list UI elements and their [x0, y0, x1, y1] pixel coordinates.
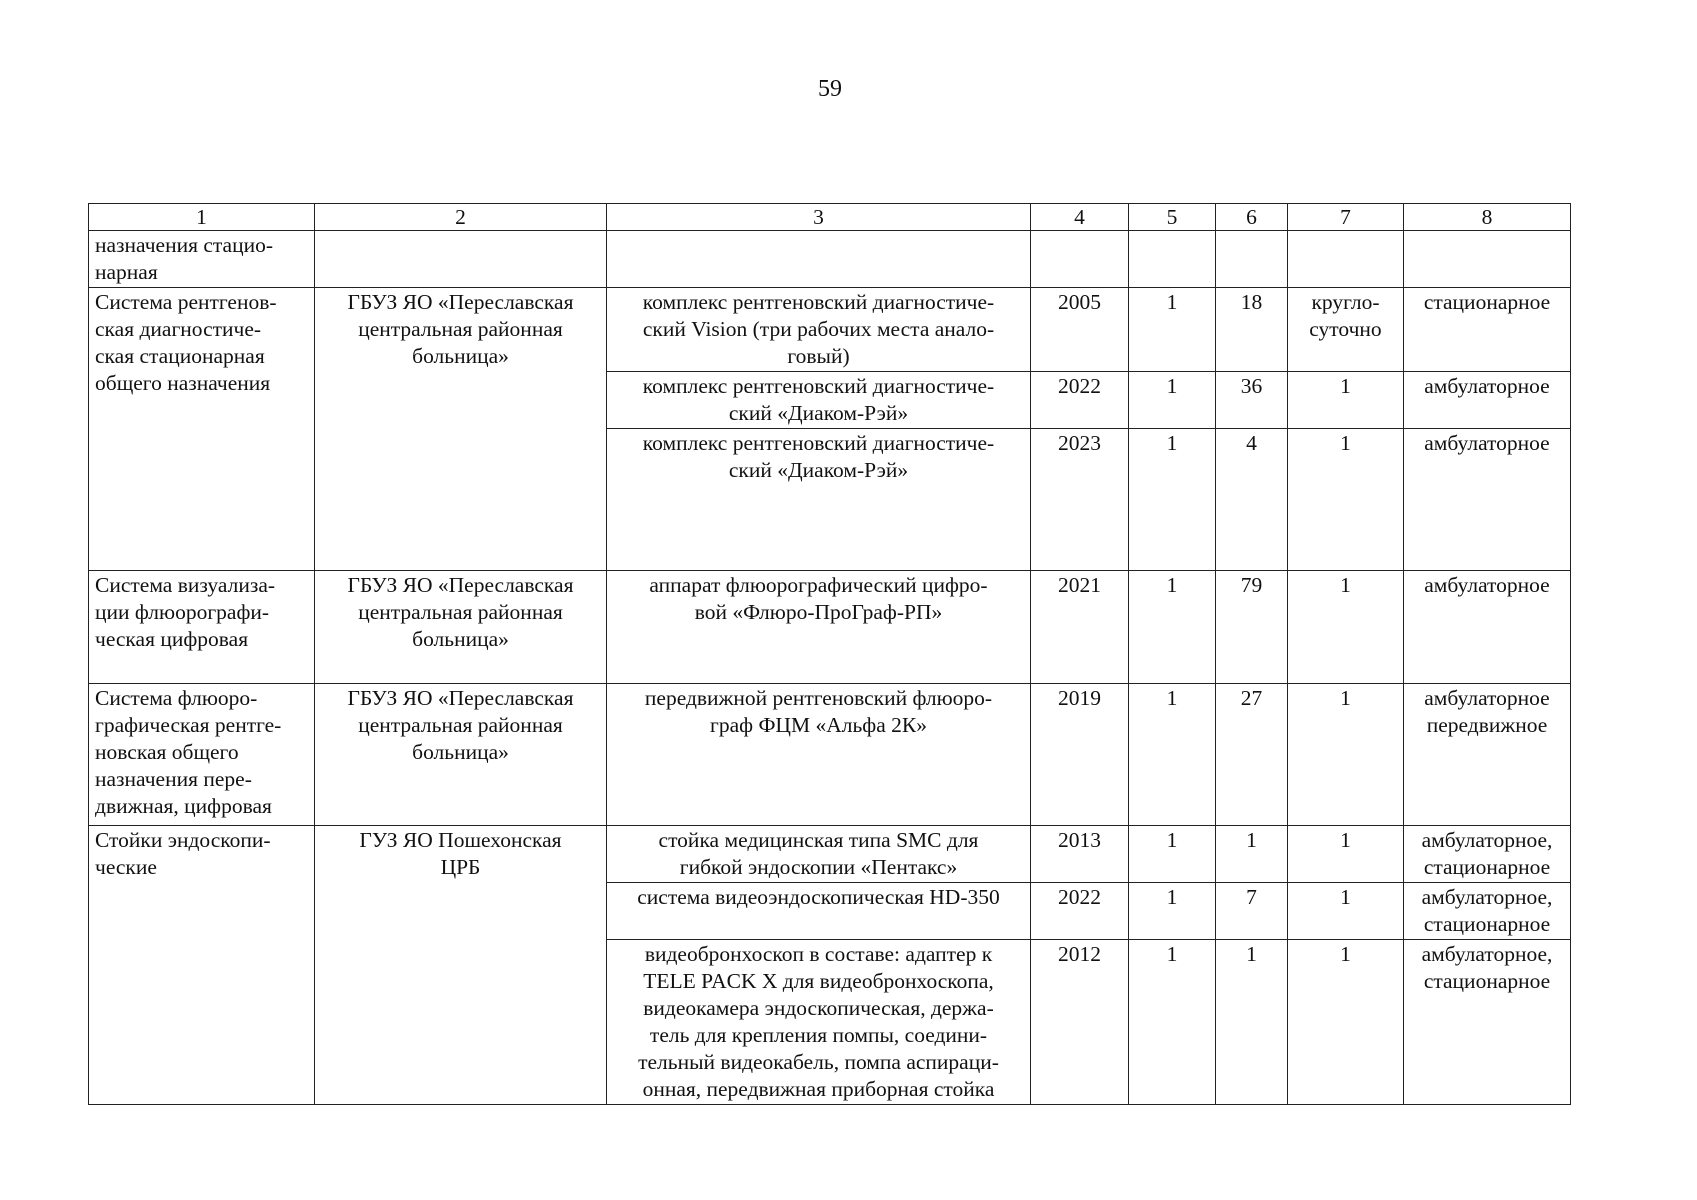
page-number: 59 — [818, 76, 842, 102]
empty-cell — [1129, 231, 1216, 288]
shift-cell: 1 — [1288, 571, 1404, 684]
value-cell: 1 — [1216, 826, 1288, 883]
table-row — [89, 288, 1571, 372]
empty-cell — [1031, 231, 1129, 288]
quantity-cell: 1 — [1129, 571, 1216, 684]
system-name-cell: назначения стацио- нарная — [89, 231, 315, 288]
quantity-cell: 1 — [1129, 684, 1216, 826]
empty-cell — [1216, 231, 1288, 288]
header-cell: 2 — [315, 204, 607, 231]
equipment-cell: видеобронхоскоп в составе: адаптер к TELE PACK X для видеобронхоскопа, видеокамера эндоскопическая, держа- тель для крепления помпы, соедини- тельный видеокабель, помпа аспираци- онная, передвижная приборная стойка — [607, 940, 1031, 1105]
equipment-table — [88, 203, 1571, 1105]
equipment-cell: комплекс рентгеновский диагностиче- ский Vision (три рабочих места анало- говый) — [607, 288, 1031, 372]
shift-cell: 1 — [1288, 940, 1404, 1105]
value-cell: 1 — [1216, 940, 1288, 1105]
year-cell: 2023 — [1031, 429, 1129, 571]
mode-cell: амбулаторное передвижное — [1404, 684, 1571, 826]
equipment-cell: комплекс рентгеновский диагностиче- ский «Диаком-Рэй» — [607, 372, 1031, 429]
header-cell: 8 — [1404, 204, 1571, 231]
year-cell: 2019 — [1031, 684, 1129, 826]
system-name-cell: Стойки эндоскопи- ческие — [89, 826, 315, 1105]
shift-cell: кругло- суточно — [1288, 288, 1404, 372]
table-row — [89, 231, 1571, 288]
organization-cell: ГУЗ ЯО Пошехонская ЦРБ — [315, 826, 607, 1105]
equipment-cell: система видеоэндоскопическая HD-350 — [607, 883, 1031, 940]
year-cell: 2022 — [1031, 372, 1129, 429]
header-cell: 6 — [1216, 204, 1288, 231]
table-row — [89, 571, 1571, 684]
equipment-cell: передвижной рентгеновский флюоро- граф ФЦМ «Альфа 2К» — [607, 684, 1031, 826]
year-cell: 2013 — [1031, 826, 1129, 883]
header-row — [89, 204, 1571, 231]
year-cell: 2022 — [1031, 883, 1129, 940]
year-cell: 2021 — [1031, 571, 1129, 684]
header-cell: 7 — [1288, 204, 1404, 231]
system-name-cell: Система рентгенов- ская диагностиче- ская стационарная общего назначения — [89, 288, 315, 571]
quantity-cell: 1 — [1129, 826, 1216, 883]
mode-cell: амбулаторное, стационарное — [1404, 940, 1571, 1105]
table-row — [89, 684, 1571, 826]
shift-cell: 1 — [1288, 883, 1404, 940]
header-cell: 1 — [89, 204, 315, 231]
shift-cell: 1 — [1288, 429, 1404, 571]
organization-cell: ГБУЗ ЯО «Переславская центральная районная больница» — [315, 571, 607, 684]
table-row — [89, 826, 1571, 883]
shift-cell: 1 — [1288, 826, 1404, 883]
shift-cell: 1 — [1288, 372, 1404, 429]
organization-cell: ГБУЗ ЯО «Переславская центральная районная больница» — [315, 684, 607, 826]
header-cell: 4 — [1031, 204, 1129, 231]
equipment-cell: комплекс рентгеновский диагностиче- ский «Диаком-Рэй» — [607, 429, 1031, 571]
header-cell: 5 — [1129, 204, 1216, 231]
empty-cell — [1288, 231, 1404, 288]
quantity-cell: 1 — [1129, 883, 1216, 940]
value-cell: 4 — [1216, 429, 1288, 571]
empty-cell — [315, 231, 607, 288]
equipment-cell: аппарат флюорографический цифро- вой «Флюро-ПроГраф-РП» — [607, 571, 1031, 684]
quantity-cell: 1 — [1129, 429, 1216, 571]
mode-cell: амбулаторное, стационарное — [1404, 826, 1571, 883]
organization-cell: ГБУЗ ЯО «Переславская центральная районная больница» — [315, 288, 607, 571]
year-cell: 2012 — [1031, 940, 1129, 1105]
empty-cell — [607, 231, 1031, 288]
value-cell: 7 — [1216, 883, 1288, 940]
equipment-cell: стойка медицинская типа SMC для гибкой эндоскопии «Пентакс» — [607, 826, 1031, 883]
mode-cell: амбулаторное, стационарное — [1404, 883, 1571, 940]
quantity-cell: 1 — [1129, 288, 1216, 372]
mode-cell: стационарное — [1404, 288, 1571, 372]
quantity-cell: 1 — [1129, 372, 1216, 429]
value-cell: 27 — [1216, 684, 1288, 826]
header-cell: 3 — [607, 204, 1031, 231]
value-cell: 79 — [1216, 571, 1288, 684]
year-cell: 2005 — [1031, 288, 1129, 372]
system-name-cell: Система визуализа- ции флюорографи- ческая цифровая — [89, 571, 315, 684]
mode-cell: амбулаторное — [1404, 429, 1571, 571]
mode-cell: амбулаторное — [1404, 372, 1571, 429]
value-cell: 18 — [1216, 288, 1288, 372]
empty-cell — [1404, 231, 1571, 288]
value-cell: 36 — [1216, 372, 1288, 429]
quantity-cell: 1 — [1129, 940, 1216, 1105]
shift-cell: 1 — [1288, 684, 1404, 826]
system-name-cell: Система флюоро- графическая рентге- новская общего назначения пере- движная, цифровая — [89, 684, 315, 826]
mode-cell: амбулаторное — [1404, 571, 1571, 684]
